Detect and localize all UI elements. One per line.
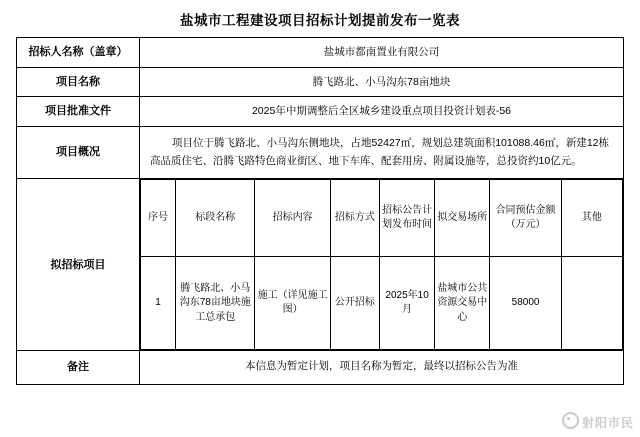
table-row-bidder: [17, 38, 624, 68]
approval-label: 项目批准文件: [45, 105, 111, 117]
cell-trade-place: 盐城市公共资源交易中心: [435, 257, 490, 350]
project-name-value-cell: [140, 67, 624, 97]
table-row-plan: [17, 179, 624, 351]
plan-label-cell: [17, 179, 140, 351]
column-header-mode: 招标方式: [330, 180, 379, 257]
remark-value: 本信息为暂定计划，项目名称为暂定，最终以招标公告为准: [245, 360, 518, 373]
overview-value-cell: [140, 126, 624, 179]
bidder-label-cell: [17, 38, 140, 68]
column-header-content: 招标内容: [255, 180, 330, 257]
column-header-amount: 合同预估金额（万元）: [490, 180, 561, 257]
approval-value-cell: [140, 97, 624, 127]
overview-label: 项目概况: [56, 146, 100, 159]
project-name-label-cell: [17, 67, 140, 97]
column-header-announce-time: 招标公告计划发布时间: [379, 180, 434, 257]
approval-label-cell: [17, 97, 140, 127]
column-header-trade-place: 拟交易场所: [435, 180, 490, 257]
column-header-other: 其他: [561, 180, 622, 257]
bidder-label: 招标人名称（盖章）: [28, 46, 128, 58]
overview-value: 项目位于腾飞路北、小马沟东侧地块，占地52427㎡，规划总建筑面积101088.46㎡，新建12栋高品质住宅、沿腾飞路特色商业街区、地下车库、配套用房、附属设施等，总投资约10亿元。: [150, 136, 610, 167]
table-row-project-name: [17, 67, 624, 97]
remark-value-cell: [140, 351, 624, 385]
table-row-approval: [17, 97, 624, 127]
toutiao-icon: [562, 412, 579, 429]
bidder-value: 盐城市都南置业有限公司: [323, 46, 440, 59]
cell-other: [561, 257, 622, 350]
bid-sections-table: [140, 179, 623, 350]
column-header-section-name: 标段名称: [176, 180, 255, 257]
plan-table-cell: [140, 179, 624, 351]
project-name-label: 项目名称: [56, 75, 100, 88]
project-name-value: 腾飞路北、小马沟东78亩地块: [312, 75, 451, 88]
column-header-sn: 序号: [141, 180, 176, 257]
watermark-text: 射阳市民: [581, 416, 634, 430]
cell-content: 施工（详见施工图）: [255, 257, 330, 350]
cell-mode: 公开招标: [330, 257, 379, 350]
cell-section-name: 腾飞路北、小马沟东78亩地块施工总承包: [176, 257, 255, 350]
table-header-row: [141, 180, 623, 257]
table-row-remark: [17, 351, 624, 385]
overview-label-cell: [17, 126, 140, 179]
approval-value: 2025年中期调整后全区城乡建设重点项目投资计划表-56: [251, 105, 512, 118]
remark-label-cell: [17, 351, 140, 385]
remark-label: 备注: [67, 361, 89, 374]
bidder-value-cell: [140, 38, 624, 68]
table-row: [141, 257, 623, 350]
cell-announce-time: 2025年10月: [379, 257, 434, 350]
cell-amount: 58000: [490, 257, 561, 350]
table-row-overview: [17, 126, 624, 179]
plan-label: 拟招标项目: [50, 258, 106, 271]
watermark: [562, 412, 634, 431]
bid-plan-table: [16, 37, 624, 385]
cell-sn: 1: [141, 257, 176, 350]
page-title: 盐城市工程建设项目招标计划提前发布一览表: [180, 13, 460, 28]
